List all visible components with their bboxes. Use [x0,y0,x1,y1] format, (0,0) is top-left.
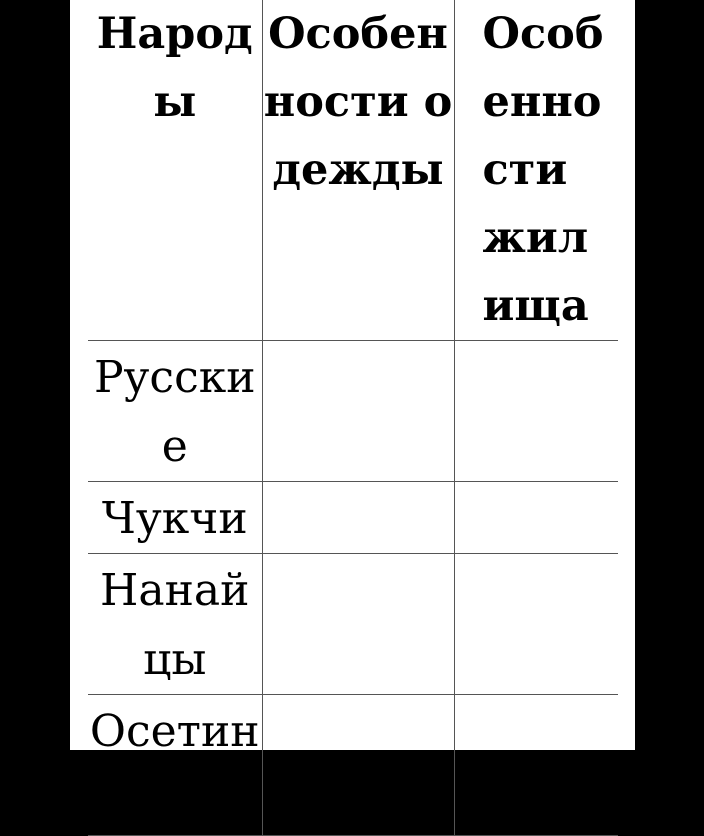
dwelling-cell[interactable] [454,341,618,482]
table-row [88,554,618,695]
table-row [88,695,618,836]
people-name-cell: Нанайцы [88,554,262,695]
people-name-cell: Чукчи [88,482,262,554]
dwelling-cell[interactable] [454,695,618,836]
header-clothing-features: Особенности одежды [262,0,454,341]
table-row [88,341,618,482]
dwelling-cell[interactable] [454,482,618,554]
document-page [70,0,635,826]
header-peoples: Народы [88,0,262,341]
header-dwelling-features: Особенности жилища [454,0,618,341]
clothing-cell[interactable] [262,554,454,695]
clothing-cell[interactable] [262,695,454,836]
table-header-row [88,0,618,341]
people-name-cell: Русские [88,341,262,482]
people-name-cell: Осетины [88,695,262,836]
dwelling-cell[interactable] [454,554,618,695]
table-row [88,482,618,554]
clothing-cell[interactable] [262,341,454,482]
clothing-cell[interactable] [262,482,454,554]
peoples-table [88,0,618,836]
